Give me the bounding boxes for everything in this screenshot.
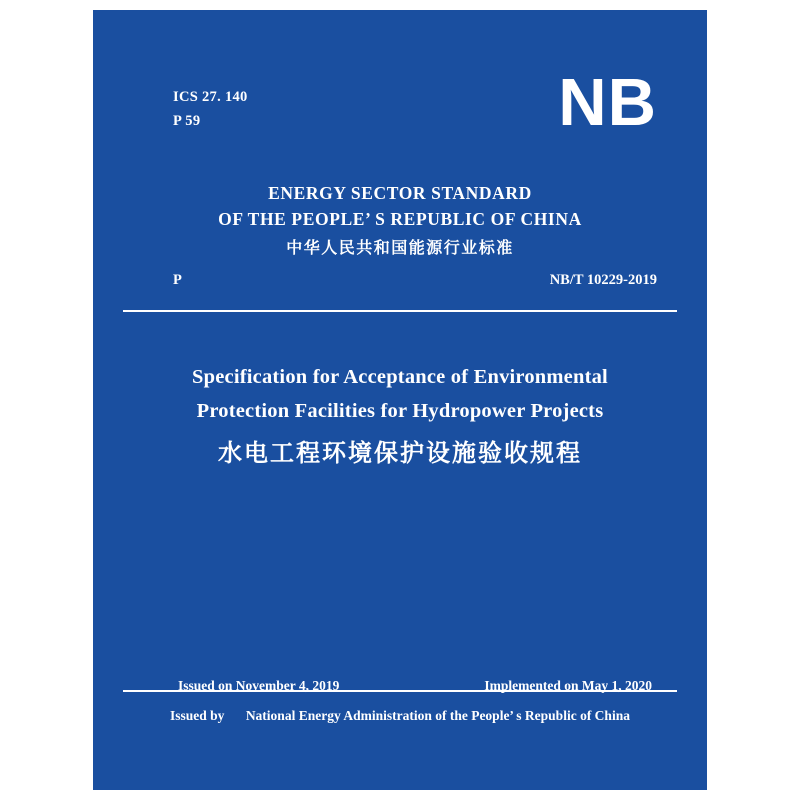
cover-blue-panel — [93, 10, 707, 790]
dates-row — [178, 678, 652, 694]
nb-logo: NB — [558, 65, 657, 140]
standard-number: NB/T 10229-2019 — [549, 272, 657, 288]
title-chinese: 水电工程环境保护设施验收规程 — [218, 441, 582, 467]
title-english-line-2: Protection Facilities for Hydropower Projects — [196, 400, 604, 422]
category-letter: P — [173, 272, 182, 288]
ics-classification-block — [173, 85, 248, 133]
standard-code-row — [173, 272, 657, 289]
organization-line-1: ENERGY SECTOR STANDARD — [268, 183, 532, 203]
divider-top — [123, 310, 677, 312]
issued-date: Issued on November 4, 2019 — [178, 678, 340, 693]
organization-line-2: OF THE PEOPLE’ S REPUBLIC OF CHINA — [218, 209, 582, 229]
issuing-organization-block — [93, 180, 707, 264]
document-title-block — [133, 360, 667, 474]
organization-chinese: 中华人民共和国能源行业标准 — [286, 240, 514, 257]
ics-number: ICS 27. 140 — [173, 89, 248, 105]
title-english-line-1: Specification for Acceptance of Environmental — [192, 366, 608, 388]
implemented-date: Implemented on May 1, 2020 — [484, 678, 652, 693]
issuer-name: National Energy Administration of the People’ s Republic of China — [245, 708, 630, 723]
classification-code: P 59 — [173, 113, 201, 129]
issuer-label: Issued by — [170, 708, 225, 723]
issuer-row — [93, 708, 707, 724]
